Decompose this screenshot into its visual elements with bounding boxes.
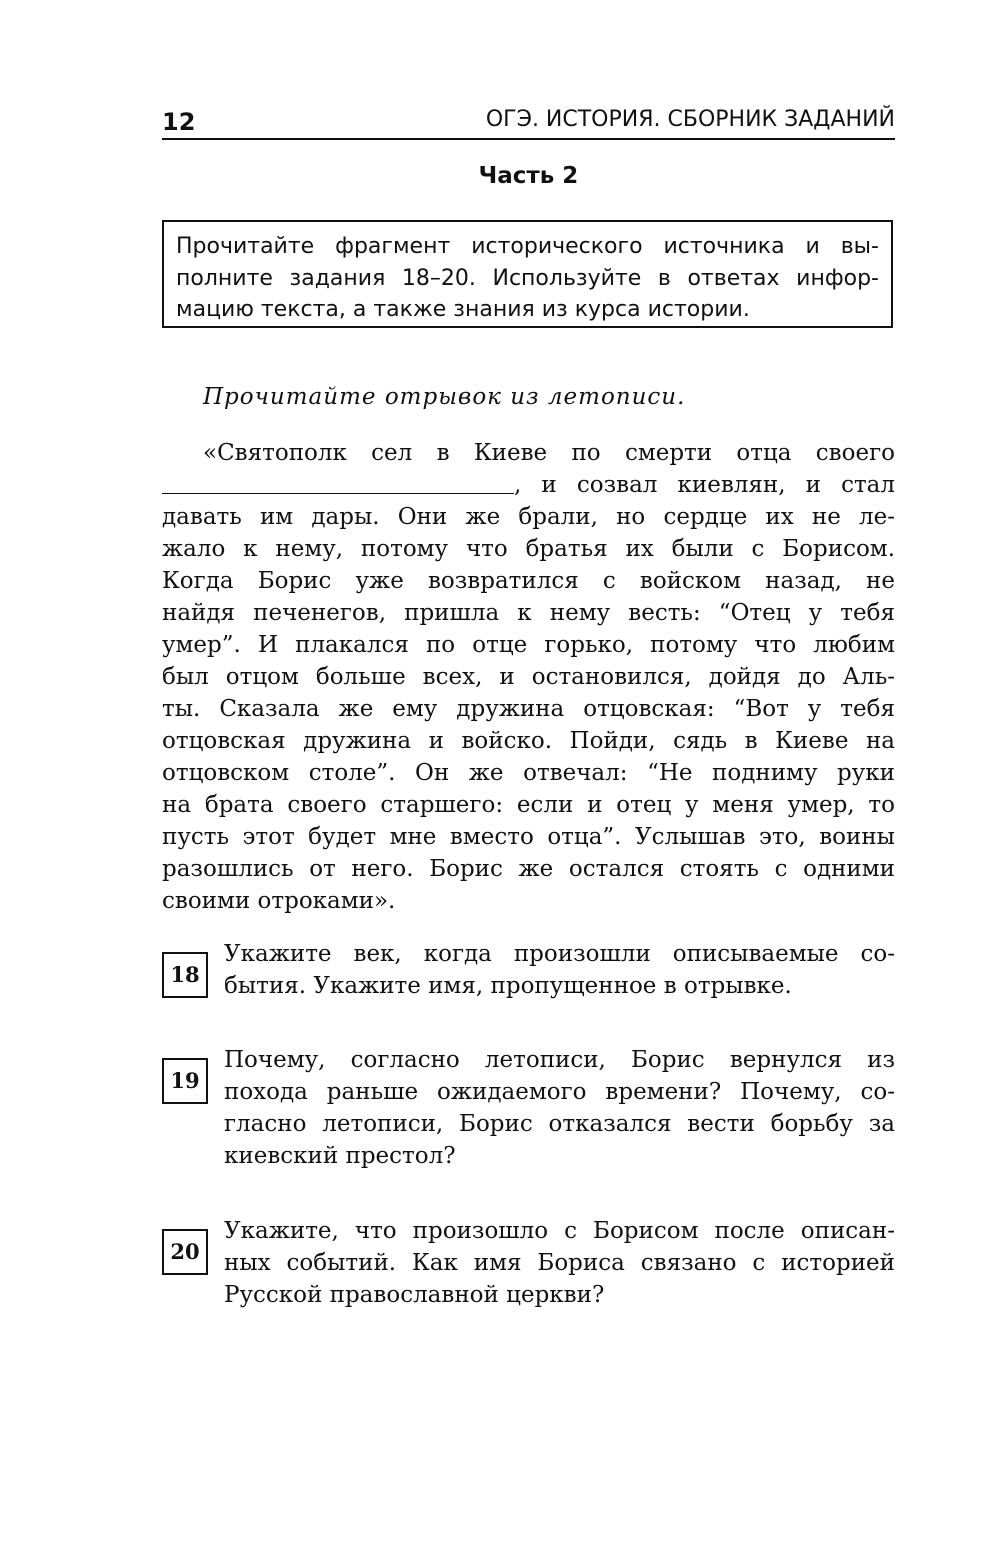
question-line: Почему, согласно летописи, Борис вернулся из [224, 1047, 895, 1073]
question-line: похода раньше ожидаемого времени? Почему, со- [224, 1079, 895, 1105]
question-line: Укажите век, когда произошли описываемые со- [224, 941, 895, 967]
excerpt-line: был отцом больше всех, и остановился, дойдя до Аль- [162, 664, 895, 690]
excerpt-line: отцовская дружина и войско. Пойди, сядь в Киеве на [162, 728, 895, 754]
excerpt-line: Когда Борис уже возвратился с войском назад, не [162, 568, 895, 594]
excerpt-line: найдя печенегов, пришла к нему весть: “Отец у тебя [162, 600, 895, 626]
question-number: 18 [162, 952, 208, 998]
question-line: гласно летописи, Борис отказался вести борьбу за [224, 1111, 895, 1137]
excerpt-line-rest: , и созвал киевлян, и стал [514, 472, 895, 498]
excerpt-line: давать им дары. Они же брали, но сердце их не ле- [162, 504, 895, 530]
question-line: Русской православной церкви? [224, 1282, 605, 1308]
excerpt-line: своими отроками». [162, 888, 396, 914]
page-header [162, 104, 895, 140]
excerpt-line: жало к нему, потому что братья их были с Борисом. [162, 536, 895, 562]
instruction-box [162, 220, 893, 328]
excerpt-line: разошлись от него. Борис же остался стоять с одними [162, 856, 895, 882]
instruction-line: мацию текста, а также знания из курса истории. [176, 297, 750, 322]
question-number: 19 [162, 1058, 208, 1104]
question-line: бытия. Укажите имя, пропущенное в отрывке. [224, 973, 792, 999]
question-line: Укажите, что произошло с Борисом после описан- [224, 1218, 895, 1244]
question-line: ных событий. Как имя Бориса связано с историей [224, 1250, 895, 1276]
question-text [224, 1044, 895, 1172]
question-line: киевский престол? [224, 1143, 456, 1169]
part-title: Часть 2 [478, 163, 579, 189]
question-number: 20 [162, 1229, 208, 1275]
instruction-line: полните задания 18–20. Используйте в ответах инфор- [176, 265, 879, 291]
excerpt-line: умер”. И плакался по отце горько, потому что любим [162, 632, 895, 658]
question-text [224, 1215, 895, 1311]
excerpt-line [162, 469, 895, 501]
running-title: ОГЭ. ИСТОРИЯ. СБОРНИК ЗАДАНИЙ [485, 107, 895, 132]
source-intro: Прочитайте отрывок из летописи. [203, 384, 686, 410]
answer-blank [162, 469, 514, 494]
excerpt-line: ты. Сказала же ему дружина отцовская: “Вот у тебя [162, 696, 895, 722]
question-text [224, 938, 895, 1002]
excerpt-line: «Святополк сел в Киеве по смерти отца своего [203, 440, 895, 466]
excerpt-line: пусть этот будет мне вместо отца”. Услышав это, воины [162, 824, 895, 850]
chronicle-excerpt [162, 437, 895, 917]
excerpt-line: на брата своего старшего: если и отец у меня умер, то [162, 792, 895, 818]
page-number: 12 [162, 108, 196, 136]
instruction-line: Прочитайте фрагмент исторического источника и вы- [176, 234, 879, 259]
excerpt-line: отцовском столе”. Он же отвечал: “Не подниму руки [162, 760, 895, 786]
